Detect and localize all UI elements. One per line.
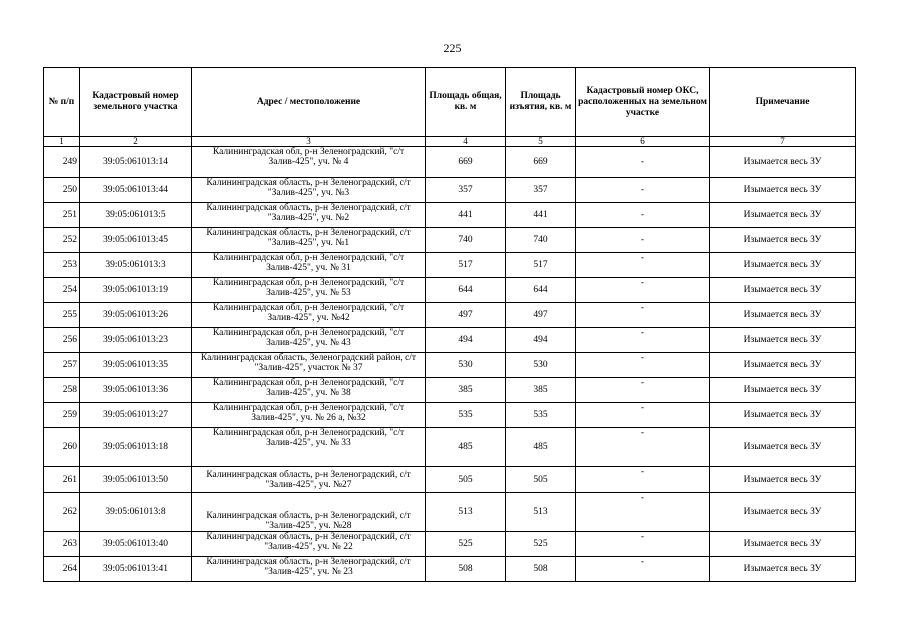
cadastral-number: 39:05:061013:35 [80, 353, 192, 378]
address: Калининградская обл, р-н Зеленоградский, "с/т Залив-425", уч. № 33 [192, 428, 426, 467]
note: Изымается весь ЗУ [710, 378, 856, 403]
row-number: 261 [44, 467, 80, 493]
table-row [44, 403, 856, 428]
row-number: 255 [44, 303, 80, 328]
header-num: № п/п [44, 68, 80, 137]
cadastral-number: 39:05:061013:41 [80, 557, 192, 582]
address: Калининградская область, р-н Зеленоградский, с/т "Залив-425", уч. №3 [192, 178, 426, 203]
column-number: 5 [506, 137, 576, 147]
area-seized: 485 [506, 428, 576, 467]
row-number: 257 [44, 353, 80, 378]
area-seized: 385 [506, 378, 576, 403]
table-row [44, 428, 856, 467]
table-row [44, 378, 856, 403]
oks-number: - [576, 278, 710, 303]
oks-number: - [576, 532, 710, 557]
oks-number: - [576, 178, 710, 203]
area-seized: 740 [506, 228, 576, 253]
row-number: 259 [44, 403, 80, 428]
note: Изымается весь ЗУ [710, 403, 856, 428]
header-area-total: Площадь общая, кв. м [426, 68, 506, 137]
oks-number: - [576, 467, 710, 493]
area-total: 530 [426, 353, 506, 378]
address: Калининградская обл, р-н Зеленоградский, "с/т Залив-425", уч. № 4 [192, 147, 426, 178]
page-number: 225 [443, 41, 462, 55]
note: Изымается весь ЗУ [710, 228, 856, 253]
area-total: 508 [426, 557, 506, 582]
area-seized: 508 [506, 557, 576, 582]
area-total: 485 [426, 428, 506, 467]
row-number: 254 [44, 278, 80, 303]
note: Изымается весь ЗУ [710, 353, 856, 378]
cadastral-number: 39:05:061013:40 [80, 532, 192, 557]
column-number: 3 [192, 137, 426, 147]
note: Изымается весь ЗУ [710, 278, 856, 303]
area-total: 535 [426, 403, 506, 428]
column-number: 2 [80, 137, 192, 147]
table-row [44, 228, 856, 253]
area-seized: 497 [506, 303, 576, 328]
note: Изымается весь ЗУ [710, 253, 856, 278]
area-seized: 525 [506, 532, 576, 557]
cadastral-number: 39:05:061013:26 [80, 303, 192, 328]
cadastral-number: 39:05:061013:19 [80, 278, 192, 303]
oks-number: - [576, 228, 710, 253]
row-number: 258 [44, 378, 80, 403]
header-area-seized: Площадь изъятия, кв. м [506, 68, 576, 137]
note: Изымается весь ЗУ [710, 178, 856, 203]
row-number: 256 [44, 328, 80, 353]
address: Калининградская область, р-н Зеленоградский, с/т "Залив-425", уч. №27 [192, 467, 426, 493]
note: Изымается весь ЗУ [710, 428, 856, 467]
note: Изымается весь ЗУ [710, 493, 856, 532]
address: Калининградская обл, р-н Зеленоградский, "с/т Залив-425", уч. № 26 а, №32 [192, 403, 426, 428]
oks-number: - [576, 378, 710, 403]
area-seized: 535 [506, 403, 576, 428]
column-number: 6 [576, 137, 710, 147]
oks-number: - [576, 253, 710, 278]
oks-number: - [576, 303, 710, 328]
header-note: Примечание [710, 68, 856, 137]
note: Изымается весь ЗУ [710, 467, 856, 493]
cadastral-number: 39:05:061013:45 [80, 228, 192, 253]
area-seized: 441 [506, 203, 576, 228]
note: Изымается весь ЗУ [710, 303, 856, 328]
area-total: 385 [426, 378, 506, 403]
table-row [44, 467, 856, 493]
table-row [44, 532, 856, 557]
row-number: 253 [44, 253, 80, 278]
row-number: 250 [44, 178, 80, 203]
address: Калининградская обл, р-н Зеленоградский, "с/т Залив-425", уч. № 31 [192, 253, 426, 278]
note: Изымается весь ЗУ [710, 557, 856, 582]
table-row [44, 147, 856, 178]
cadastral-number: 39:05:061013:44 [80, 178, 192, 203]
area-total: 357 [426, 178, 506, 203]
area-total: 669 [426, 147, 506, 178]
address: Калининградская область, р-н Зеленоградский, с/т "Залив-425", уч. №28 [192, 493, 426, 532]
table-row [44, 178, 856, 203]
land-plots-table [43, 67, 856, 582]
area-seized: 513 [506, 493, 576, 532]
oks-number: - [576, 328, 710, 353]
note: Изымается весь ЗУ [710, 328, 856, 353]
column-number: 1 [44, 137, 80, 147]
table-row [44, 328, 856, 353]
address: Калининградская область, р-н Зеленоградский, с/т "Залив-425", уч. №2 [192, 203, 426, 228]
address: Калининградская область, р-н Зеленоградский, с/т "Залив-425", уч. № 23 [192, 557, 426, 582]
table-row [44, 353, 856, 378]
cadastral-number: 39:05:061013:3 [80, 253, 192, 278]
note: Изымается весь ЗУ [710, 203, 856, 228]
area-seized: 669 [506, 147, 576, 178]
cadastral-number: 39:05:061013:23 [80, 328, 192, 353]
area-total: 525 [426, 532, 506, 557]
oks-number: - [576, 557, 710, 582]
address: Калининградская обл, р-н Зеленоградский, "с/т Залив-425", уч. № 38 [192, 378, 426, 403]
row-number: 264 [44, 557, 80, 582]
oks-number: - [576, 147, 710, 178]
area-total: 497 [426, 303, 506, 328]
note: Изымается весь ЗУ [710, 147, 856, 178]
row-number: 262 [44, 493, 80, 532]
address: Калининградская обл, р-н Зеленоградский, "с/т Залив-425", уч. № 43 [192, 328, 426, 353]
oks-number: - [576, 203, 710, 228]
header-cadastral-number: Кадастровый номер земельного участка [80, 68, 192, 137]
cadastral-number: 39:05:061013:14 [80, 147, 192, 178]
table-row [44, 278, 856, 303]
address: Калининградская область, р-н Зеленоградский, с/т "Залив-425", уч. № 22 [192, 532, 426, 557]
area-seized: 494 [506, 328, 576, 353]
oks-number: - [576, 353, 710, 378]
cadastral-number: 39:05:061013:36 [80, 378, 192, 403]
table-header-row [44, 68, 856, 137]
area-seized: 530 [506, 353, 576, 378]
table-row [44, 557, 856, 582]
column-number-row [44, 137, 856, 147]
area-total: 740 [426, 228, 506, 253]
cadastral-number: 39:05:061013:5 [80, 203, 192, 228]
oks-number: - [576, 428, 710, 467]
column-number: 7 [710, 137, 856, 147]
table-row [44, 203, 856, 228]
column-number: 4 [426, 137, 506, 147]
row-number: 249 [44, 147, 80, 178]
area-total: 505 [426, 467, 506, 493]
cadastral-number: 39:05:061013:18 [80, 428, 192, 467]
area-total: 513 [426, 493, 506, 532]
area-seized: 357 [506, 178, 576, 203]
header-oks: Кадастровый номер ОКС, расположенных на земельном участке [576, 68, 710, 137]
row-number: 251 [44, 203, 80, 228]
row-number: 263 [44, 532, 80, 557]
address: Калининградская обл, р-н Зеленоградский, "с/т Залив-425", уч. № 53 [192, 278, 426, 303]
cadastral-number: 39:05:061013:8 [80, 493, 192, 532]
table-row [44, 253, 856, 278]
area-total: 494 [426, 328, 506, 353]
area-total: 441 [426, 203, 506, 228]
table-row [44, 493, 856, 532]
oks-number: - [576, 493, 710, 532]
header-address: Адрес / местоположение [192, 68, 426, 137]
oks-number: - [576, 403, 710, 428]
row-number: 252 [44, 228, 80, 253]
area-total: 644 [426, 278, 506, 303]
area-total: 517 [426, 253, 506, 278]
cadastral-number: 39:05:061013:27 [80, 403, 192, 428]
area-seized: 517 [506, 253, 576, 278]
address: Калининградская обл, р-н Зеленоградский, "с/т Залив-425", уч. №42 [192, 303, 426, 328]
row-number: 260 [44, 428, 80, 467]
table-row [44, 303, 856, 328]
area-seized: 644 [506, 278, 576, 303]
note: Изымается весь ЗУ [710, 532, 856, 557]
address: Калининградская область, р-н Зеленоградский, с/т "Залив-425", уч. №1 [192, 228, 426, 253]
cadastral-number: 39:05:061013:50 [80, 467, 192, 493]
area-seized: 505 [506, 467, 576, 493]
address: Калининградская область, Зеленоградский район, с/т "Залив-425", участок № 37 [192, 353, 426, 378]
